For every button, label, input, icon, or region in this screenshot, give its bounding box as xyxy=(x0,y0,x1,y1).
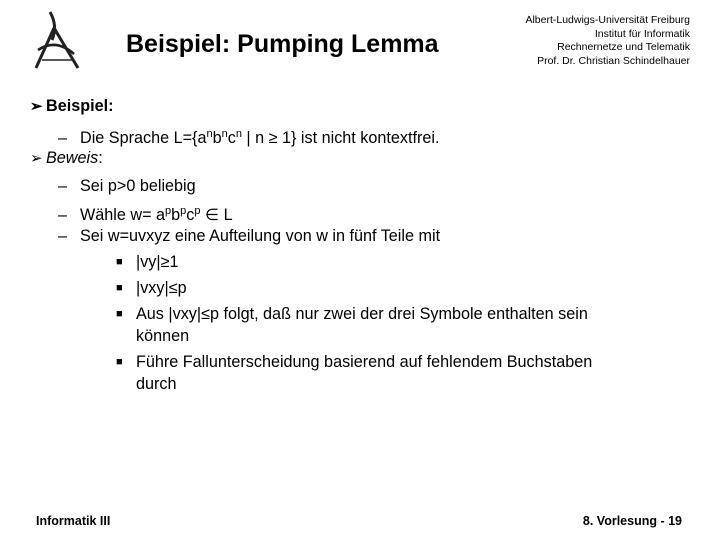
square-bullet-icon: ■ xyxy=(116,256,123,268)
arrow-bullet-icon: ➢ xyxy=(30,150,43,167)
square-bullet-icon: ■ xyxy=(116,282,123,294)
bullet-proof: ➢ Beweis: xyxy=(30,149,103,167)
footer-course: Informatik III xyxy=(36,514,111,528)
bullet-example: ➢ Beispiel: xyxy=(30,97,114,115)
condition-1: ■ |vy|≥1 xyxy=(116,253,179,271)
sub-bullet-step-3: – Sei w=uvxyz eine Aufteilung von w in fünf Teile mit xyxy=(58,227,441,245)
dash-bullet-icon: – xyxy=(58,227,68,245)
condition-4: ■ Führe Fallunterscheidung basierend auf fehlendem Buchstaben xyxy=(116,353,593,371)
arrow-bullet-icon: ➢ xyxy=(30,98,43,115)
sub-bullet-language: – Die Sprache $L=\{a^nb^nc^n$ | n ≥ 1} ist nicht kontextfrei. xyxy=(58,128,440,147)
condition-3-continued: können xyxy=(136,327,190,345)
square-bullet-icon: ■ xyxy=(116,308,123,320)
affiliation-line: Albert-Ludwigs-Universität Freiburg xyxy=(525,14,690,26)
dash-bullet-icon: – xyxy=(58,206,68,224)
sub-bullet-step-1: – Sei p>0 beliebig xyxy=(58,177,196,195)
affiliation-block xyxy=(490,14,690,68)
sub-bullet-step-2: – Wähle $w= a^pb^pc^p$ ∈ L xyxy=(58,205,233,224)
dash-bullet-icon: – xyxy=(58,129,68,147)
square-bullet-icon: ■ xyxy=(116,356,123,368)
footer-page-number: 8. Vorlesung - 19 xyxy=(582,514,682,528)
condition-3: ■ Aus |vxy|≤p folgt, daß nur zwei der drei Symbole enthalten sein xyxy=(116,305,588,323)
affiliation-line: Institut für Informatik xyxy=(594,27,690,40)
slide-title: Beispiel: Pumping Lemma xyxy=(126,30,439,58)
condition-2: ■ |vxy|≤p xyxy=(116,279,187,297)
affiliation-line: Prof. Dr. Christian Schindelhauer xyxy=(537,54,690,67)
affiliation-line: Rechnernetze und Telematik xyxy=(557,41,690,53)
university-logo xyxy=(28,10,84,70)
dash-bullet-icon: – xyxy=(58,177,68,195)
condition-4-continued: durch xyxy=(136,375,177,393)
